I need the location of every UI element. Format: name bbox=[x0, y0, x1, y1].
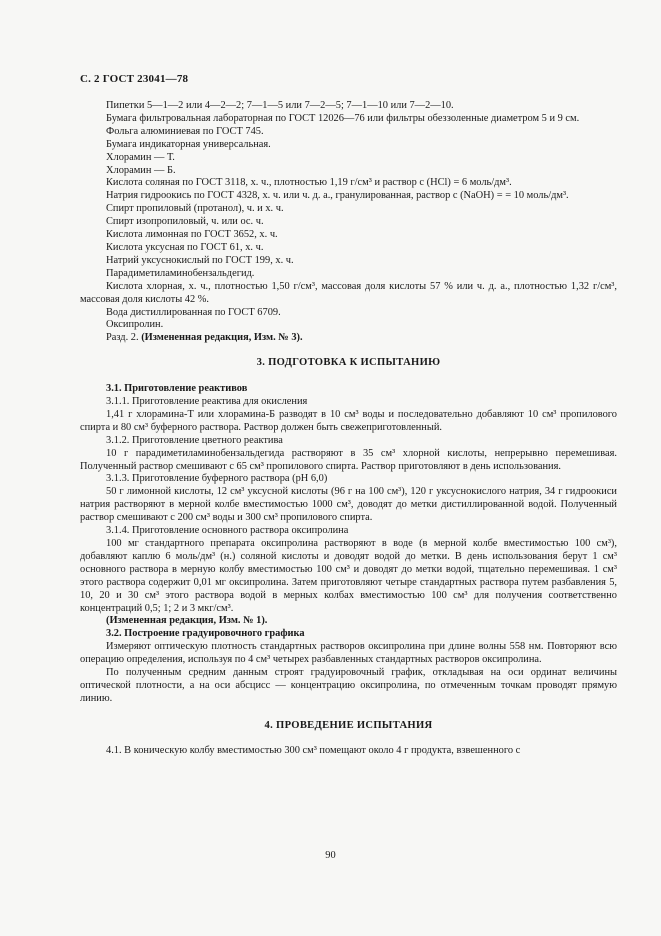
paragraph: Измеряют оптическую плотность стандартных растворов оксипролина при длине волны 558 нм. Повторяют всю операцию определения, используя по 4 см³ четырех разбавленных стандартных растворов оксипролина. bbox=[80, 641, 617, 666]
revision-text: (Измененная редакция, Изм. № 3). bbox=[141, 332, 303, 344]
reagent-item: Кислота соляная по ГОСТ 3118, х. ч., плотностью 1,19 г/см³ и раствор с (HCl) = 6 моль/дм³. bbox=[106, 177, 512, 189]
paragraph: По полученным средним данным строят градуировочный график, откладывая на оси ординат величины оптической плотности, а на оси абсцисс — концентрацию оксипролина, по отмеченным точкам проводят прямую линию. bbox=[80, 667, 617, 704]
subsection-3-1-1-title: 3.1.1. Приготовление реактива для окисления bbox=[106, 396, 308, 408]
reagent-list bbox=[80, 100, 617, 345]
reagent-item: Парадиметиламинобензальдегид. bbox=[106, 267, 255, 279]
reagent-item: Хлорамин — Т. bbox=[106, 151, 175, 163]
paragraph: 4.1. В коническую колбу вместимостью 300 см³ помещают около 4 г продукта, взвешенного с bbox=[106, 744, 521, 756]
reagent-item: Пипетки 5—1—2 или 4—2—2; 7—1—5 или 7—2—5; 7—1—10 или 7—2—10. bbox=[106, 100, 454, 111]
page-header: С. 2 ГОСТ 23041—78 bbox=[80, 73, 189, 85]
subsection-3-2-title: 3.2. Построение градуировочного графика bbox=[106, 628, 305, 640]
reagent-item: Бумага индикаторная универсальная. bbox=[106, 138, 271, 150]
reagent-item: Натрия гидроокись по ГОСТ 4328, х. ч. или ч. д. а., гранулированная, раствор с (NaOH) = = 10 моль/дм³. bbox=[106, 190, 569, 202]
reagent-item: Оксипролин. bbox=[106, 319, 164, 331]
paragraph: 10 г парадиметиламинобензальдегида растворяют в 35 см³ хлорной кислоты, непрерывно перемешивая. Полученный раствор смешивают с 65 см³ пропилового спирта. Раствор приготовляют в день использования. bbox=[80, 447, 617, 472]
reagent-item: Вода дистиллированная по ГОСТ 6709. bbox=[106, 306, 281, 318]
subsection-3-1-4-title: 3.1.4. Приготовление основного раствора оксипролина bbox=[106, 525, 349, 537]
paragraph: 50 г лимонной кислоты, 12 см³ уксусной кислоты (96 г на 100 см³), 120 г уксуснокислого натрия, 34 г гидроокиси натрия растворяют в мерной колбе вместимостью 1000 см³, доводят до метки дистиллированной водой. Полученный раствор смешивают с 200 см³ воды и 300 см³ пропилового спирта. bbox=[80, 486, 617, 524]
page-number: 90 bbox=[325, 850, 336, 861]
revision-note: (Измененная редакция, Изм. № 1). bbox=[106, 615, 268, 627]
section-3-title: 3. ПОДГОТОВКА К ИСПЫТАНИЮ bbox=[256, 357, 441, 369]
reagent-item: Кислота лимонная по ГОСТ 3652, х. ч. bbox=[106, 229, 278, 241]
reagent-item: Кислота хлорная, х. ч., плотностью 1,50 г/см³, массовая доля кислоты 57 % или ч. д. а., плотностью 1,32 г/см³, массовая доля кислоты 42 %. bbox=[80, 280, 617, 305]
reagent-item: Спирт пропиловый (протанол), ч. и х. ч. bbox=[106, 203, 284, 215]
paragraph: 100 мг стандартного препарата оксипролина растворяют в воде (в мерной колбе вместимостью 100 см³), добавляют каплю 6 моль/дм³ (н.) соляной кислоты и доводят водой до метки. В день использования берут 1 см³ основного раствора в мерную колбу вместимостью 100 см³ и доводят до метки водой, тщательно перемешивая. 1 см³ этого раствора содержит 0,01 мг оксипролина. Затем приготовляют четыре стандартных раствора путем разбавления 5, 10, 20 и 30 см³ этого раствора водой в мерных колбах вместимостью 100 см³ для получения соответственно концентраций 0,5; 1; 2 и 3 мкг/см³. bbox=[80, 538, 617, 614]
revision-note bbox=[80, 332, 617, 345]
subsection-3-1-2-title: 3.1.2. Приготовление цветного реактива bbox=[106, 434, 283, 446]
subsection-3-1-title: 3.1. Приготовление реактивов bbox=[106, 383, 248, 395]
section-4-title: 4. ПРОВЕДЕНИЕ ИСПЫТАНИЯ bbox=[264, 719, 433, 731]
reagent-item: Кислота уксусная по ГОСТ 61, х. ч. bbox=[106, 241, 264, 253]
reagent-item: Хлорамин — Б. bbox=[106, 164, 176, 176]
reagent-item: Спирт изопропиловый, ч. или ос. ч. bbox=[106, 216, 264, 228]
document-body bbox=[80, 100, 617, 758]
reagent-item: Натрий уксуснокислый по ГОСТ 199, х. ч. bbox=[106, 254, 294, 266]
revision-prefix: Разд. 2. bbox=[106, 332, 142, 344]
reagent-item: Бумага фильтровальная лабораторная по ГОСТ 12026—76 или фильтры обеззоленные диаметром 5 и 9 см. bbox=[106, 112, 580, 124]
subsection-3-1-3-title: 3.1.3. Приготовление буферного раствора (pH 6,0) bbox=[106, 473, 328, 485]
paragraph: 1,41 г хлорамина-Т или хлорамина-Б разводят в 10 см³ воды и последовательно добавляют 10 см³ пропилового спирта и 80 см³ буферного раствора. Раствор должен быть свежеприготовленный. bbox=[80, 408, 617, 433]
reagent-item: Фольга алюминиевая по ГОСТ 745. bbox=[106, 125, 264, 137]
